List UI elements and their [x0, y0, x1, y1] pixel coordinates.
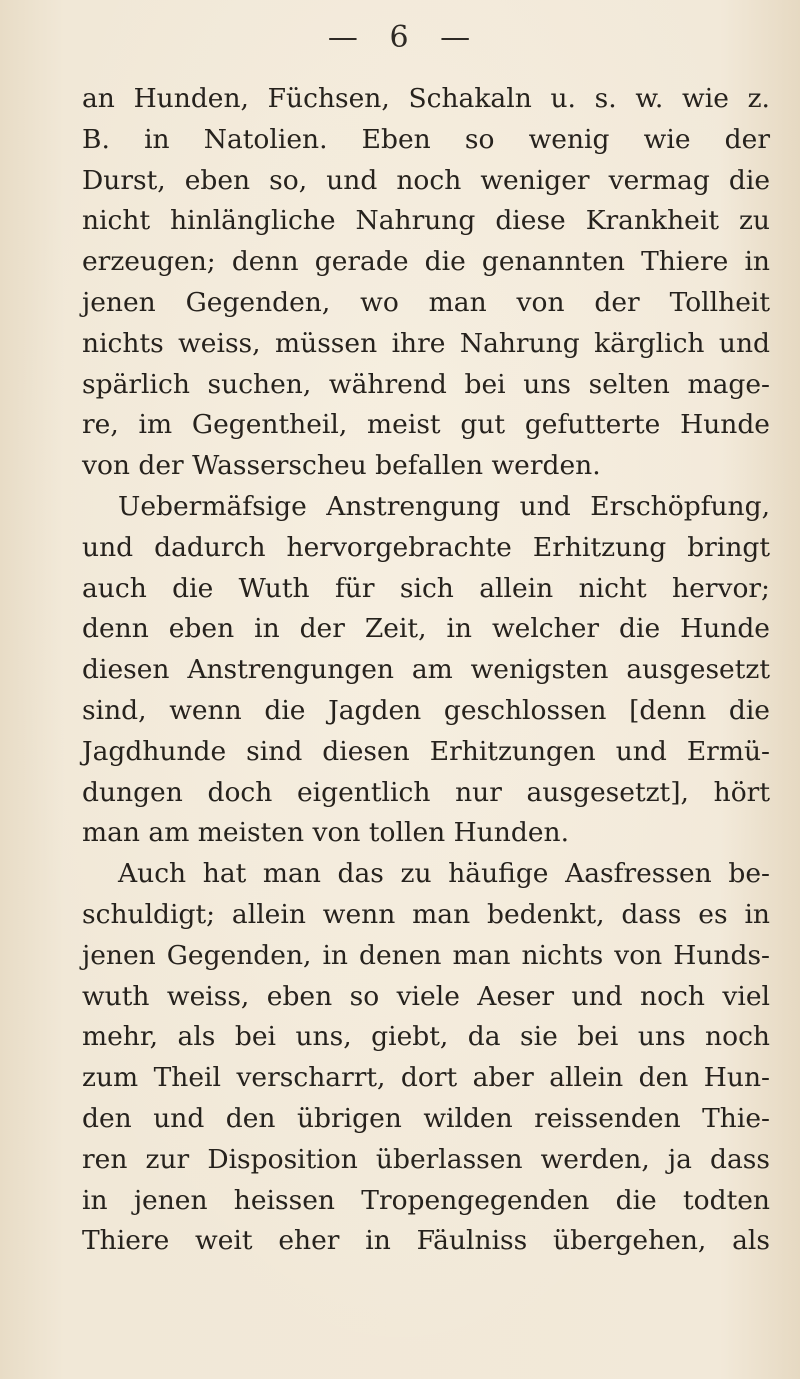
text-line: nicht hinlängliche Nahrung diese Krankheit zu	[82, 205, 770, 237]
text-line: den und den übrigen wilden reissenden Thie-	[82, 1102, 770, 1134]
text-line: Auch hat man das zu häufige Aasfressen be-	[118, 858, 770, 890]
text-line: B. in Natolien. Eben so wenig wie der	[82, 123, 770, 155]
text-line: nichts weiss, müssen ihre Nahrung kärglich und	[82, 327, 770, 359]
text-line: man am meisten von tollen Hunden.	[82, 817, 570, 849]
text-line: Uebermäfsige Anstrengung und Erschöpfung,	[118, 490, 770, 522]
text-line: und dadurch hervorgebrachte Erhitzung bringt	[82, 531, 770, 563]
text-line: auch die Wuth für sich allein nicht hervor;	[82, 572, 770, 604]
text-line: erzeugen; denn gerade die genannten Thiere in	[82, 246, 770, 278]
text-line: in jenen heissen Tropengegenden die todten	[82, 1184, 770, 1216]
text-line: Jagdhunde sind diesen Erhitzungen und Ermü-	[82, 735, 770, 767]
body-text	[82, 79, 770, 1262]
text-line: jenen Gegenden, wo man von der Tollheit	[82, 286, 770, 318]
text-line: jenen Gegenden, in denen man nichts von Hunds-	[82, 939, 770, 971]
text-line: sind, wenn die Jagden geschlossen [denn die	[82, 694, 770, 726]
text-line: denn eben in der Zeit, in welcher die Hunde	[82, 613, 770, 645]
text-line: wuth weiss, eben so viele Aeser und noch viel	[82, 980, 770, 1012]
text-line: schuldigt; allein wenn man bedenkt, dass es in	[82, 898, 770, 930]
text-line: Thiere weit eher in Fäulniss übergehen, als	[82, 1225, 770, 1257]
text-line: dungen doch eigentlich nur ausgesetzt], hört	[82, 776, 770, 808]
text-line: ren zur Disposition überlassen werden, ja dass	[82, 1143, 770, 1175]
text-line: diesen Anstrengungen am wenigsten ausgesetzt	[82, 654, 770, 686]
text-line: re, im Gegentheil, meist gut gefutterte Hunde	[82, 409, 770, 441]
text-line: mehr, als bei uns, giebt, da sie bei uns noch	[82, 1021, 770, 1053]
text-line: Durst, eben so, und noch weniger vermag die	[82, 164, 770, 196]
text-line: von der Wasserscheu befallen werden.	[82, 450, 601, 482]
page-number: — 6 —	[327, 20, 473, 55]
text-line: spärlich suchen, während bei uns selten mage-	[82, 368, 770, 400]
text-line: an Hunden, Füchsen, Schakaln u. s. w. wie z.	[82, 83, 770, 114]
text-line: zum Theil verscharrt, dort aber allein den Hun-	[82, 1062, 770, 1094]
